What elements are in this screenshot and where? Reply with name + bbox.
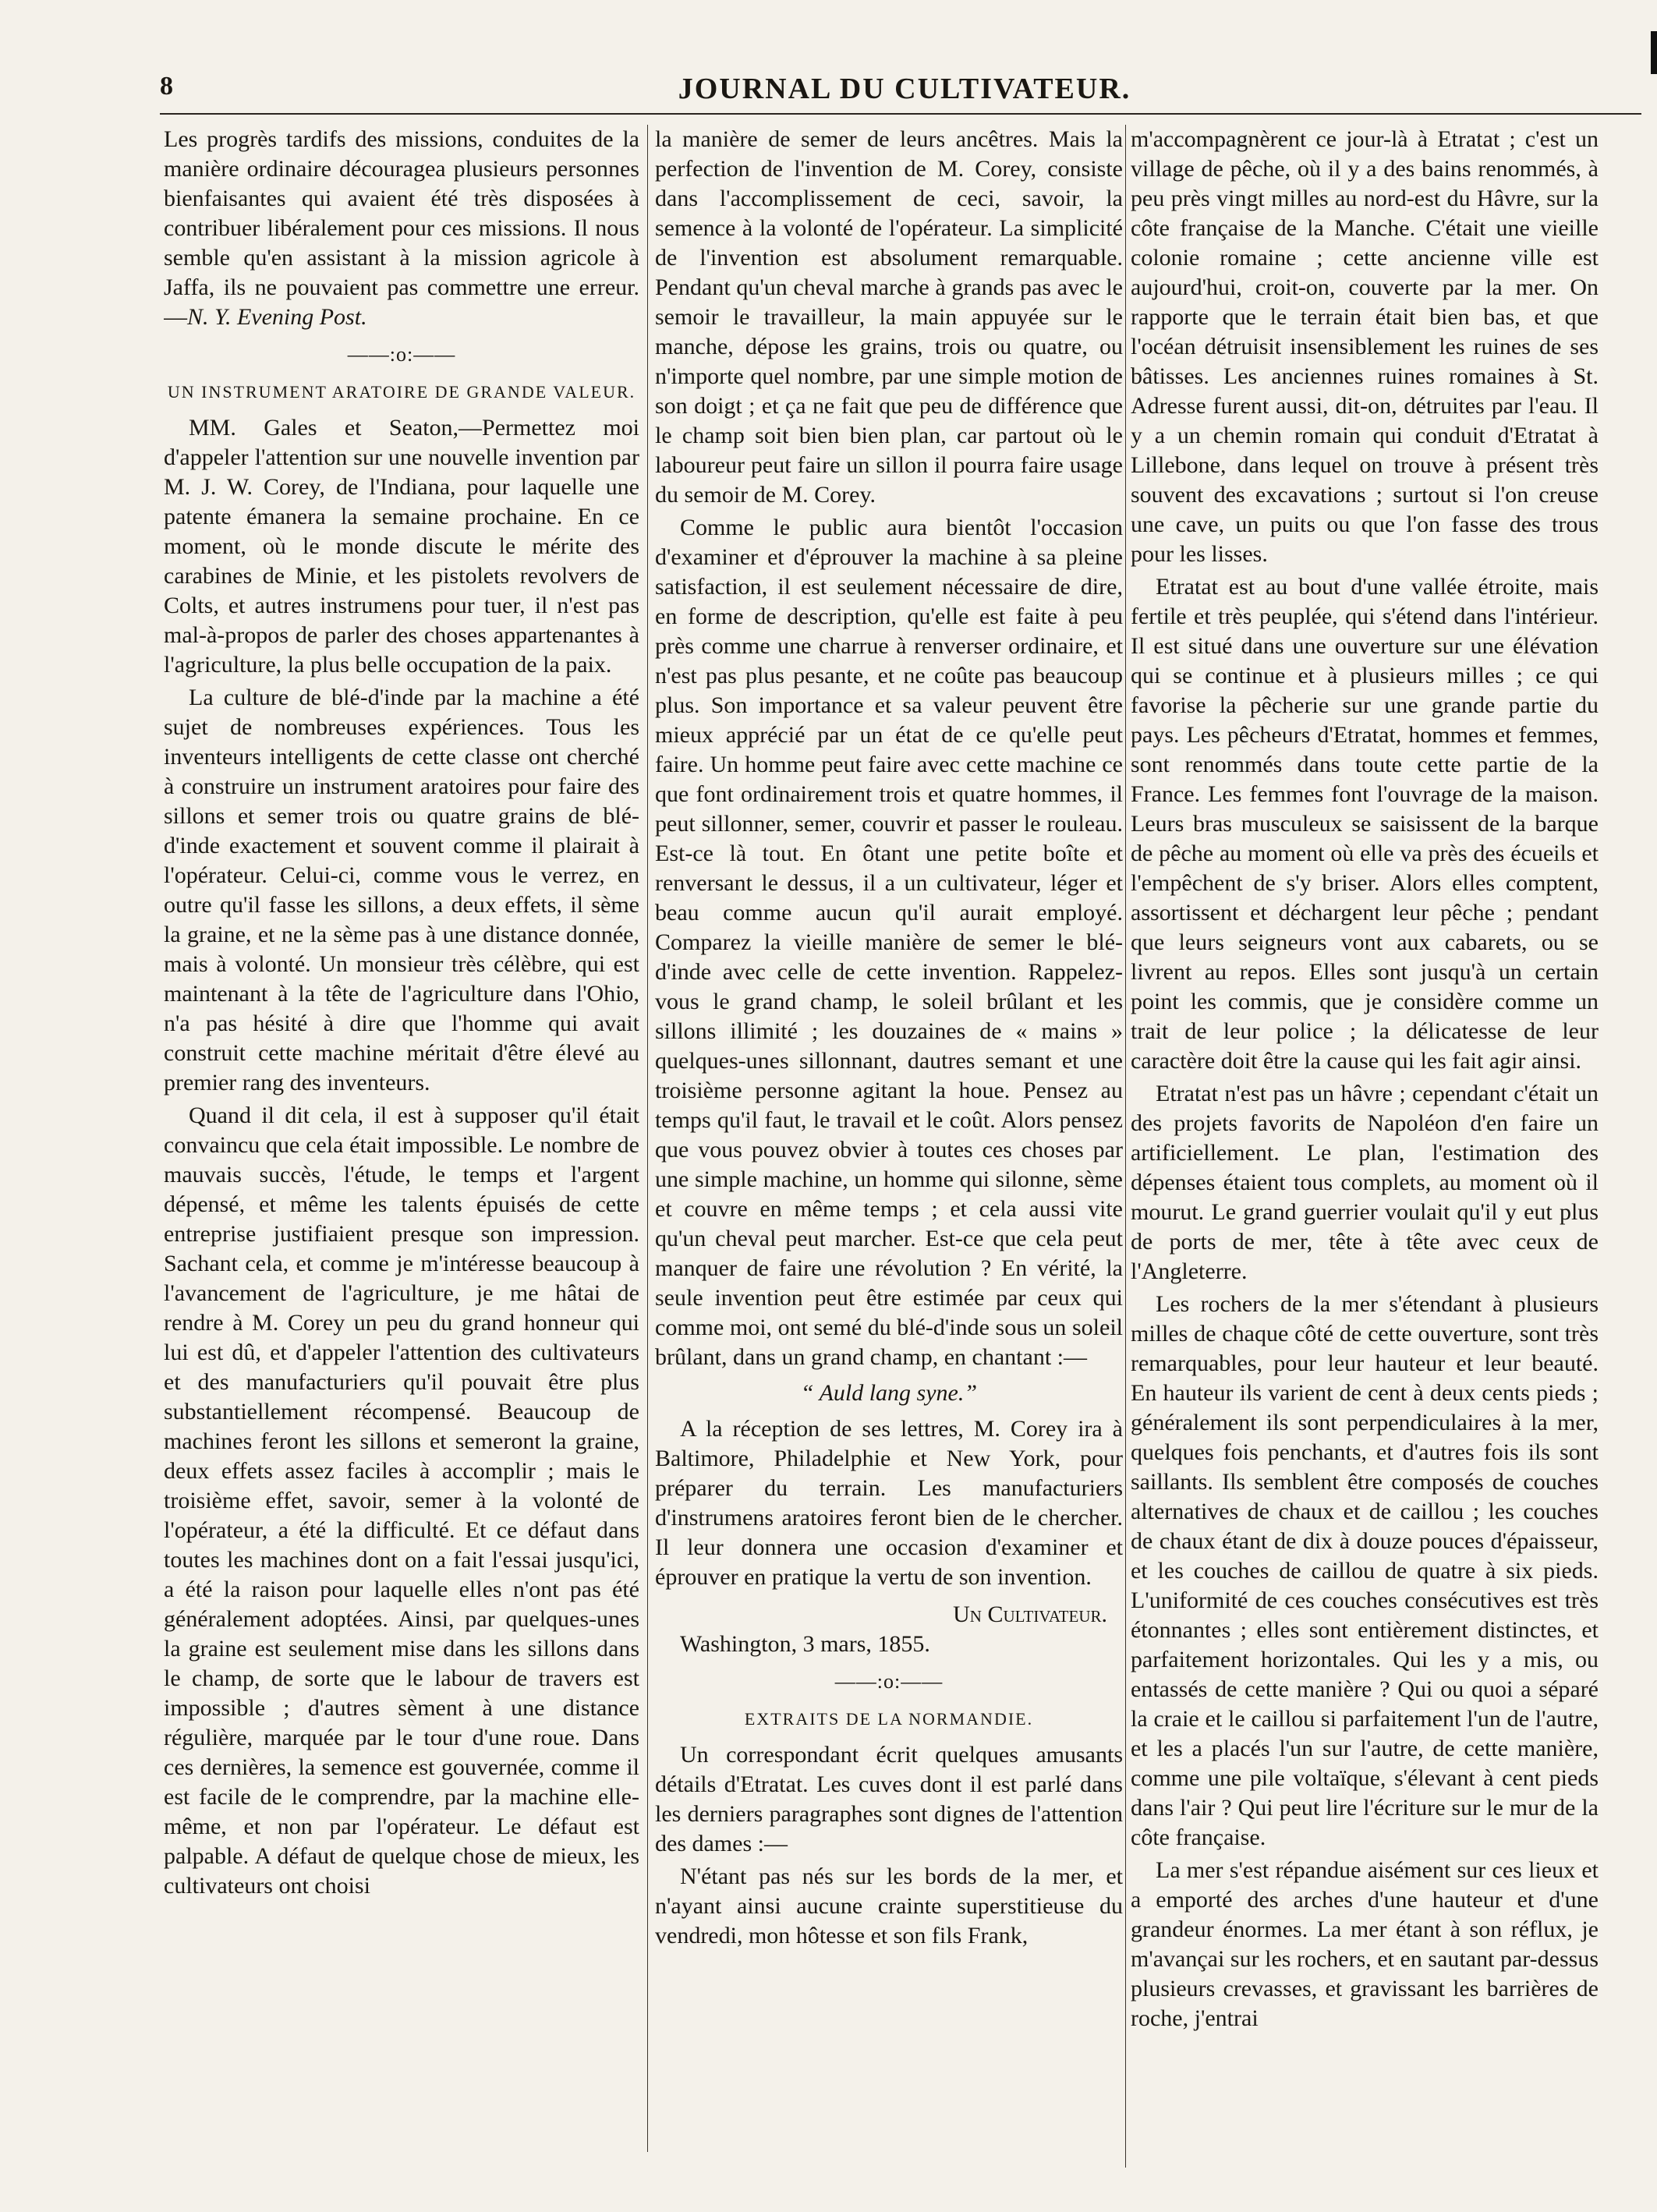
paragraph: N'étant pas nés sur les bords de la mer, et n'ayant ainsi aucune crainte superstitieuse du vendredi, mon hôtesse et son fils Frank,: [655, 1863, 1123, 1948]
dateline: Washington, 3 mars, 1855.: [680, 1631, 930, 1657]
intro-source: N. Y. Evening Post.: [187, 304, 367, 330]
paragraph: m'accompagnèrent ce jour-là à Etratat ; c'est un village de pêche, où il y a des bains renommés, à peu près vingt milles au nord-est du Hâvre, sur la côte française de la Manche. C'était une vieille colonie romaine ; cette ancienne ville est aujourd'hui, croit-on, couverte par la mer. On rapporte que le terrain était bien bas, et que l'océan détruisit insensiblement les ruines de ses bâtisses. Les anciennes ruines romaines à St. Adresse furent aussi, dit-on, détruites par l'eau. Il y a un chemin romain qui conduit d'Etratat à Lillebone, dans lequel on trouve à présent très souvent des excavations ; surtout si l'on creuse une cave, un puits ou que l'on fasse des trous pour les lisses.: [1131, 126, 1599, 567]
signature: Un Cultivateur.: [953, 1601, 1107, 1627]
column-rule-2: [1125, 125, 1126, 2168]
journal-title: JOURNAL DU CULTIVATEUR.: [678, 73, 1131, 105]
column-rule-1: [647, 125, 648, 2152]
header-rule: [160, 113, 1641, 115]
paragraph: Quand il dit cela, il est à supposer qu'il était convaincu que cela était impossible. Le nombre de mauvais succès, l'étude, le temps et l'argent dépensé, et même les talents épuisés de cette entreprise justifiaient presque son impression. Sachant cela, et comme je m'intéresse beaucoup à l'avancement de l'agriculture, je me hâtai de rendre à M. Corey un peu du grand honneur qui lui est dû, et d'appeler l'attention des cultivateurs et des manufacturiers qu'il pouvait être plus substantiellement récompensé. Beaucoup de machines feront les sillons et semeront la graine, deux effets assez faciles à accomplir ; mais le troisième effet, savoir, semer à la volonté de l'opérateur, a été la difficulté. Et ce défaut dans toutes les machines dont on a fait l'essai jusqu'ici, a été la raison pour laquelle elles n'ont pas été généralement adoptées. Ainsi, par quelques-unes la graine est seulement mise dans les sillons dans le champ, de sorte que le labour de travers est impossible ; d'autres sèment à une distance régulière, marquée par le tour d'une roue. Dans ces dernières, la semence est gouvernée, comme il est facile de le comprendre, par la machine elle-même, et non par l'opérateur. Le défaut est palpable. A défaut de quelque chose de mieux, les cultivateurs ont choisi: [164, 1102, 639, 1899]
intro-text: Les progrès tardifs des missions, conduites de la manière ordinaire découragea plusieurs personnes bienfaisantes qui avaient été très disposées à contribuer libéralement pour ces missions. Il nous semble qu'en assistant à la mission agricole à Jaffa, ils ne pouvaient pas commettre une erreur.—: [164, 126, 639, 330]
paragraph: Les rochers de la mer s'étendant à plusieurs milles de chaque côté de cette ouverture, sont très remarquables, pour leur hauteur et leur beauté. En hauteur ils varient de cent à deux cents pieds ; généralement ils sont perpendiculaires à la mer, quelques fois penchants, et d'autres fois ils sont saillants. Ils semblent être composés de couches alternatives de chaux et de caillou ; les couches de chaux étant de dix à douze pouces d'épaisseur, et les couches de caillou de quatre à six pieds. L'uniformité de ces couches consécutives est très étonnantes ; elles sont entièrement distinctes, et parfaitement horizontales. Qui les y a mis, ou entassés de cette manière ? Qui ou quoi a séparé la craie et le caillou si parfaitement l'un de l'autre, et les a placés l'un sur l'autre, de cette manière, comme une pile voltaïque, s'élevant à cent pieds dans l'air ? Qui peut lire l'écriture sur le mur de la côte française.: [1131, 1291, 1599, 1850]
column-3: [1131, 125, 1599, 2152]
quote-line: “ Auld lang syne.”: [800, 1380, 978, 1406]
margin-mark: [1651, 31, 1657, 74]
paragraph: Etratat n'est pas un hâvre ; cependant c'était un des projets favorits de Napoléon d'en faire un artificiellement. Le plan, l'estimation des dépenses étaient tous complets, au moment où il mourut. Le grand guerrier voulait qu'il y eut plus de ports de mer, tête à tête avec ceux de l'Angleterre.: [1131, 1081, 1599, 1284]
paragraph: La mer s'est répandue aisément sur ces lieux et a emporté des arches d'une hauteur et d'une grandeur énormes. La mer étant à son réflux, je m'avançai sur les rochers, et en sautant par-dessus plusieurs crevasses, et gravissant les barrières de roche, j'entrai: [1131, 1857, 1599, 2031]
separator: ——:o:——: [834, 1670, 944, 1693]
paragraph: Etratat est au bout d'une vallée étroite, mais fertile et très peuplée, qui s'étend dans l'intérieur. Il est situé dans une ouverture sur une élévation qui se continue et à plusieurs milles ; ce qui favorise la pêcherie sur une grande partie du pays. Les pêcheurs d'Etratat, hommes et femmes, sont renommés dans toute cette partie de la France. Les femmes font l'ouvrage de la maison. Leurs bras musculeux se saisissent de la barque de pêche au moment où elle va près des écueils et l'empêchent de s'y briser. Alors elles comptent, assortissent et déchargent leur pêche ; pendant que leurs seigneurs vont aux cabarets, ou se livrent au repos. Elles sont jusqu'à un certain point les commis, que je considère comme un trait de leur police ; la délicatesse de leur caractère doit être la cause qui les fait agir ainsi.: [1131, 574, 1599, 1074]
paragraph: Comme le public aura bientôt l'occasion d'examiner et d'éprouver la machine à sa pleine satisfaction, il est seulement nécessaire de dire, en forme de description, qu'elle est faite à peu près comme une charrue à renverser ordinaire, et n'est pas plus pesante, et ne coûte pas beaucoup plus. Son importance et sa valeur peuvent être mieux apprécié par un état de ce qu'elle peut faire. Un homme peut faire avec cette machine ce que font ordinairement trois et quatre hommes, il peut sillonner, semer, couvrir et passer le rouleau. Est-ce là tout. En ôtant une petite boîte et renversant le dessus, il a un cultivateur, léger et beau comme aucun qu'il aurait employé. Comparez la vieille manière de semer le blé-d'inde avec celle de cette invention. Rappelez-vous le grand champ, le soleil brûlant et les sillons illimité ; les douzaines de « mains » quelques-unes sillonnant, dautres semant et une troisième personne agitant la houe. Pensez au temps qu'il faut, le travail et le coût. Alors pensez que vous pouvez obvier à toutes ces choses par une simple machine, un homme qui silonne, sème et couvre en même temps ; et cela aussi vite qu'un cheval peut marcher. Est-ce que cela peut manquer de faire une révolution ? En vérité, la seule invention peut être estimée par ceux qui comme moi, ont semé du blé-d'inde sous un soleil brûlant, dans un grand champ, en chantant :—: [655, 515, 1123, 1370]
page-number: 8: [160, 72, 173, 101]
separator: ——:o:——: [347, 343, 456, 366]
column-2: [655, 125, 1123, 2152]
column-1: [164, 125, 639, 2152]
page-header: [160, 72, 1649, 111]
paragraph: A la réception de ses lettres, M. Corey ira à Baltimore, Philadelphie et New York, pour préparer du terrain. Les manufacturiers d'instrumens aratoires feront bien de le chercher. Il leur donnera une occasion d'examiner et éprouver en pratique la vertu de son invention.: [655, 1416, 1123, 1590]
intro-paragraph: [164, 125, 639, 332]
article-title: UN INSTRUMENT ARATOIRE DE GRANDE VALEUR.: [167, 382, 636, 402]
paragraph: Un correspondant écrit quelques amusants détails d'Etratat. Les cuves dont il est parlé dans les derniers paragraphes sont dignes de l'attention des dames :—: [655, 1742, 1123, 1856]
paragraph: La culture de blé-d'inde par la machine a été sujet de nombreuses expériences. Tous les inventeurs intelligents de cette classe ont cherché à construire un instrument aratoires pour faire des sillons et semer trois ou quatre grains de blé-d'inde exactement et souvent comme il plairait à l'opérateur. Celui-ci, comme vous le verrez, en outre qu'il fasse les sillons, a deux effets, il sème la graine, et ne la sème pas à une distance donnée, mais à volonté. Un monsieur très célèbre, qui est maintenant à la tête de l'agriculture dans l'Ohio, n'a pas hésité à dire que l'homme qui avait construit cette machine méritait d'être élevé au premier rang des inventeurs.: [164, 685, 639, 1095]
paragraph: MM. Gales et Seaton,—Permettez moi d'appeler l'attention sur une nouvelle invention par M. J. W. Corey, de l'Indiana, pour laquelle une patente émanera la semaine prochaine. En ce moment, où le monde discute le mérite des carabines de Minie, et les pistolets revolvers de Colts, et autres instrumens pour tuer, il n'est pas mal-à-propos de parler des choses appartenantes à l'agriculture, la plus belle occupation de la paix.: [164, 415, 639, 678]
paragraph: la manière de semer de leurs ancêtres. Mais la perfection de l'invention de M. Corey, consiste dans l'accomplissement de ceci, savoir, la semence à la volonté de l'opérateur. La simplicité de l'invention est absolument remarquable. Pendant qu'un cheval marche à grands pas avec le semoir le travailleur, la main appuyée sur le manche, dépose les grains, trois ou quatre, ou n'importe quel nombre, par une simple motion de son doigt ; et ça ne fait que peu de différence que le champ soit bien bien plan, car partout où le laboureur peut faire un sillon il pourra faire usage du semoir de M. Corey.: [655, 126, 1123, 508]
article-title: EXTRAITS DE LA NORMANDIE.: [744, 1709, 1034, 1729]
